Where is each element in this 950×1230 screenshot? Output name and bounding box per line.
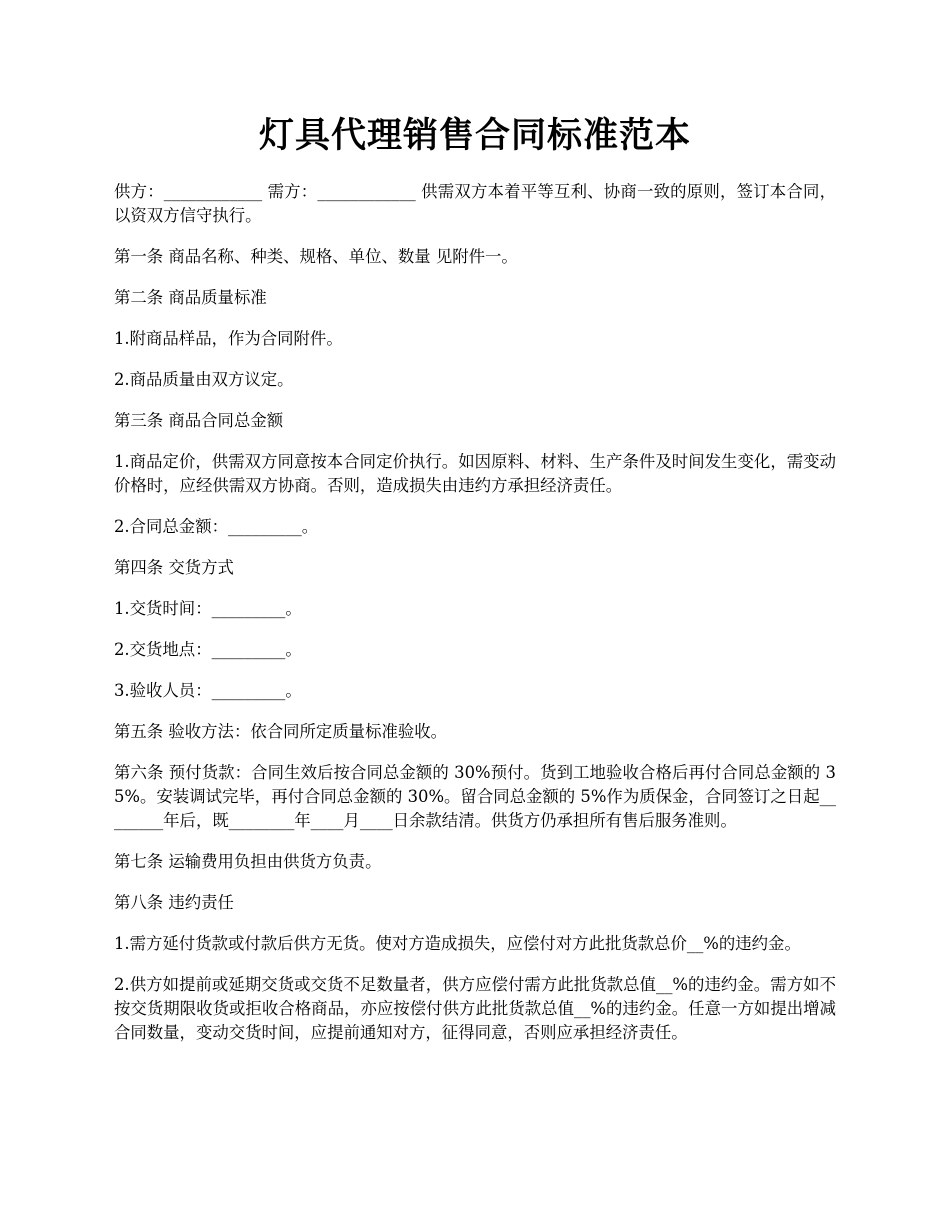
article-5: 第五条 验收方法：依合同所定质量标准验收。 bbox=[114, 722, 448, 741]
article-8-heading: 第八条 违约责任 bbox=[114, 893, 234, 912]
document-title: 灯具代理销售合同标准范本 bbox=[258, 115, 691, 156]
article-1: 第一条 商品名称、种类、规格、单位、数量 见附件一。 bbox=[114, 247, 518, 266]
article-7: 第七条 运输费用负担由供货方负责。 bbox=[114, 852, 382, 871]
article-2-item-1: 1.附商品样品，作为合同附件。 bbox=[114, 329, 343, 348]
article-2-item-2: 2.商品质量由双方议定。 bbox=[114, 370, 294, 389]
article-3-item-2: 2.合同总金额：_________。 bbox=[114, 517, 319, 536]
document-body bbox=[114, 180, 836, 1062]
article-4-item-1: 1.交货时间：_________。 bbox=[114, 599, 302, 618]
article-4-heading: 第四条 交货方式 bbox=[114, 558, 234, 577]
article-8-item-2: 2.供方如提前或延期交货或交货不足数量者，供方应偿付需方此批货款总值__%的违约金。需方如不按交货期限收货或拒收合格商品，亦应按偿付供方此批货款总值__%的违约金。任意一方如提出增减合同数量，变动交货时间，应提前通知对方，征得同意，否则应承担经济责任。 bbox=[114, 975, 836, 1042]
article-3-item-1: 1.商品定价，供需双方同意按本合同定价执行。如因原料、材料、生产条件及时间发生变化，需变动价格时，应经供需双方协商。否则，造成损失由违约方承担经济责任。 bbox=[114, 452, 836, 495]
article-2-heading: 第二条 商品质量标准 bbox=[114, 288, 267, 307]
article-3-heading: 第三条 商品合同总金额 bbox=[114, 411, 284, 430]
intro-paragraph: 供方：____________ 需方：____________ 供需双方本着平等互利、协商一致的原则，签订本合同，以资双方信守执行。 bbox=[114, 182, 836, 225]
article-4-item-3: 3.验收人员：_________。 bbox=[114, 681, 302, 700]
article-6: 第六条 预付货款：合同生效后按合同总金额的 30%预付。货到工地验收合格后再付合同总金额的 35%。安装调试完毕，再付合同总金额的 30%。留合同总金额的 5%作为质保金，合同签订之日起________年后，既________年____月____日余款结清。供货方仍承担所有售后服务准则。 bbox=[114, 763, 836, 830]
article-8-item-1: 1.需方延付货款或付款后供方无货。使对方造成损失，应偿付对方此批货款总价__%的违约金。 bbox=[114, 934, 801, 953]
article-4-item-2: 2.交货地点：_________。 bbox=[114, 640, 302, 659]
